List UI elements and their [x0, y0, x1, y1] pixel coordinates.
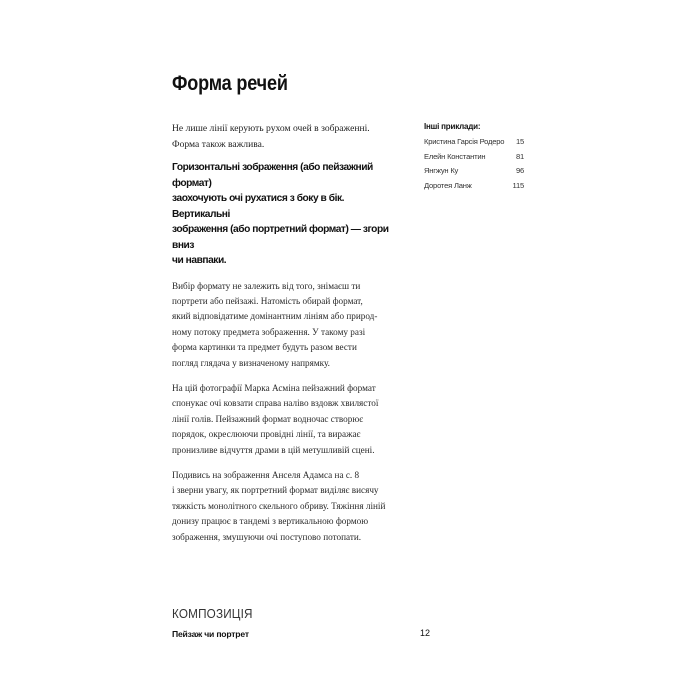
body-line: лінії голів. Пейзажний формат водночас створює [172, 413, 364, 424]
body-line: тяжкість монолітного скельного обриву. Тяжіння ліній [172, 500, 386, 511]
body-line: який відповідатиме домінантним лініям або природ- [172, 311, 378, 322]
other-examples-sidebar [424, 122, 524, 194]
sidebar-item [424, 150, 524, 165]
body-line: погляд глядача у визначеному напрямку. [172, 357, 330, 368]
body-paragraph [172, 279, 404, 371]
sidebar-item-page: 81 [515, 151, 524, 161]
lead-text [172, 160, 404, 269]
body-text [172, 279, 404, 546]
footer-subtitle: Пейзаж чи портрет [172, 629, 249, 639]
body-line: Вибір формату не залежить від того, знімаєш ти [172, 280, 361, 291]
body-line: портрети або пейзажі. Натомість обирай формат, [172, 295, 363, 306]
sidebar-item-name: Доротея Ланж [424, 181, 472, 191]
lead-line: чи навпаки. [172, 255, 227, 266]
sidebar-heading: Інші приклади: [424, 122, 481, 131]
body-paragraph [172, 468, 404, 545]
footer-section-title: КОМПОЗИЦІЯ [172, 606, 253, 621]
sidebar-item-name: Елейн Константин [424, 151, 486, 161]
body-line: пронизливе відчуття драми в цій метушливій сцені. [172, 444, 375, 455]
body-line: Подивись на зображення Анселя Адамса на с. 8 [172, 469, 360, 480]
sidebar-item [424, 135, 524, 150]
body-line: зображення, змушуючи очі поступово потопати. [172, 531, 362, 542]
intro-text [172, 121, 404, 152]
intro-line: Форма також важлива. [172, 138, 265, 150]
intro-line: Не лише лінії керують рухом очей в зображенні. [172, 123, 370, 134]
sidebar-item [424, 164, 524, 179]
body-line: форма картинки та предмет будуть разом вести [172, 342, 357, 353]
main-column [172, 121, 404, 555]
body-line: порядок, окреслюючи провідні лінії, та виражає [172, 429, 361, 440]
sidebar-item [424, 179, 524, 194]
lead-line: зображення (або портретний формат) — згори вниз [172, 224, 389, 251]
body-line: На цій фотографії Марка Асміна пейзажний формат [172, 382, 376, 393]
body-line: і зверни увагу, як портретний формат виділяє висячу [172, 485, 379, 496]
sidebar-item-name: Кристина Гарсія Родеро [424, 137, 505, 146]
body-line: донизу працює в тандемі з вертикальною формою [172, 516, 369, 527]
sidebar-item-page: 96 [515, 166, 524, 176]
sidebar-item-page: 115 [512, 181, 524, 191]
body-paragraph [172, 381, 404, 458]
body-line: спонукає очі ковзати справа наліво вздовж хвилястої [172, 398, 379, 409]
sidebar-item-page: 15 [515, 137, 524, 146]
page-title: Форма речей [172, 72, 288, 95]
lead-line: Горизонтальні зображення (або пейзажний формат) [172, 162, 373, 189]
body-line: ному потоку предмета зображення. У такому разі [172, 326, 366, 337]
page-number: 12 [420, 628, 431, 638]
sidebar-item-name: Янгжун Ку [424, 166, 459, 176]
lead-line: заохочують очі рухатися з боку в бік. Вертикальні [172, 193, 345, 220]
